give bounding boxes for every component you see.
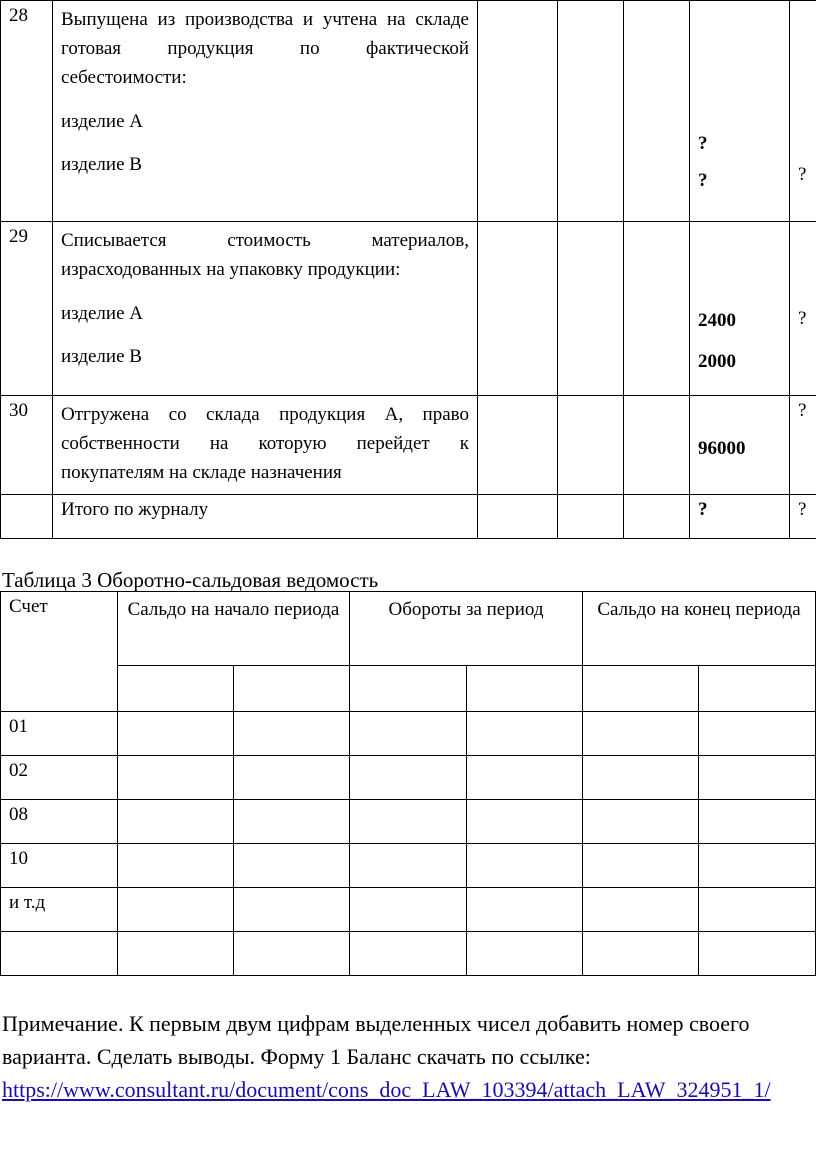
operation-description xyxy=(53,1,478,222)
journal-row-30 xyxy=(1,396,816,495)
account-code: 10 xyxy=(1,844,118,888)
row-number: 30 xyxy=(1,396,53,495)
account-row xyxy=(1,932,816,976)
empty-cell xyxy=(234,666,350,712)
operation-text: Списывается стоимость материалов, израсходованных на упаковку продукции: xyxy=(61,230,469,280)
empty-cell xyxy=(558,495,624,539)
empty-cell xyxy=(699,666,816,712)
empty-cell xyxy=(1,495,53,539)
total-value: ? xyxy=(790,495,816,539)
amount-cell xyxy=(690,1,790,222)
empty-cell xyxy=(558,396,624,495)
operation-text: Выпущена из производства и учтена на складе готовая продукция по фактической себестоимости: xyxy=(61,9,469,88)
account-code: 01 xyxy=(1,712,118,756)
turnover-table xyxy=(0,591,816,976)
item-label: изделие А xyxy=(61,303,143,324)
journal-row-29 xyxy=(1,222,816,396)
amount-value: ? xyxy=(698,170,708,191)
operation-description xyxy=(53,396,478,495)
empty-cell xyxy=(624,495,690,539)
total-amount: ? xyxy=(690,495,790,539)
empty-cell xyxy=(478,1,558,222)
total-cell xyxy=(790,222,816,396)
amount-cell xyxy=(690,396,790,495)
note xyxy=(2,1007,814,1106)
header-row xyxy=(1,592,816,666)
total-cell xyxy=(790,1,816,222)
operation-description xyxy=(53,222,478,396)
total-value: ? xyxy=(798,164,807,185)
journal-table xyxy=(0,0,816,539)
account-code xyxy=(1,932,118,976)
amount-value: 2400 xyxy=(698,310,736,331)
account-code: и т.д xyxy=(1,888,118,932)
header-account: Счет xyxy=(1,592,118,712)
empty-cell xyxy=(118,666,234,712)
total-value: ? xyxy=(798,400,807,421)
header-opening: Сальдо на начало периода xyxy=(118,592,350,666)
empty-cell xyxy=(624,396,690,495)
empty-cell xyxy=(478,222,558,396)
account-row xyxy=(1,844,816,888)
item-label: изделие В xyxy=(61,346,142,367)
table-title: Таблица 3 Оборотно-сальдовая ведомость xyxy=(2,568,379,592)
amount-cell xyxy=(690,222,790,396)
account-row xyxy=(1,888,816,932)
empty-cell xyxy=(558,1,624,222)
item-label: изделие В xyxy=(61,154,142,175)
empty-cell xyxy=(583,666,699,712)
total-value: ? xyxy=(798,308,807,329)
note-text: Примечание. К первым двум цифрам выделенных чисел добавить номер своего варианта. Сделать выводы. Форму 1 Баланс скачать по ссылке: xyxy=(2,1011,750,1069)
account-row xyxy=(1,756,816,800)
subheader-row xyxy=(1,666,816,712)
journal-total-row xyxy=(1,495,816,539)
account-row xyxy=(1,712,816,756)
row-number: 29 xyxy=(1,222,53,396)
empty-cell xyxy=(478,495,558,539)
empty-cell xyxy=(350,666,467,712)
empty-cell xyxy=(467,666,583,712)
account-code: 02 xyxy=(1,756,118,800)
total-cell xyxy=(790,396,816,495)
amount-value: 2000 xyxy=(698,351,736,372)
amount-value: 96000 xyxy=(698,438,746,459)
empty-cell xyxy=(478,396,558,495)
empty-cell xyxy=(558,222,624,396)
item-label: изделие А xyxy=(61,111,143,132)
journal-row-28 xyxy=(1,1,816,222)
header-closing: Сальдо на конец периода xyxy=(583,592,816,666)
header-turnover: Обороты за период xyxy=(350,592,583,666)
row-number: 28 xyxy=(1,1,53,222)
account-row xyxy=(1,800,816,844)
operation-text: Отгружена со склада продукция А, право собственности на которую перейдет к покупателям на складе назначения xyxy=(61,404,469,483)
balance-form-link[interactable]: https://www.consultant.ru/document/cons_doc_LAW_103394/attach_LAW_324951_1/ xyxy=(2,1077,771,1102)
total-label: Итого по журналу xyxy=(53,495,478,539)
account-code: 08 xyxy=(1,800,118,844)
empty-cell xyxy=(624,1,690,222)
amount-value: ? xyxy=(698,133,708,154)
empty-cell xyxy=(624,222,690,396)
